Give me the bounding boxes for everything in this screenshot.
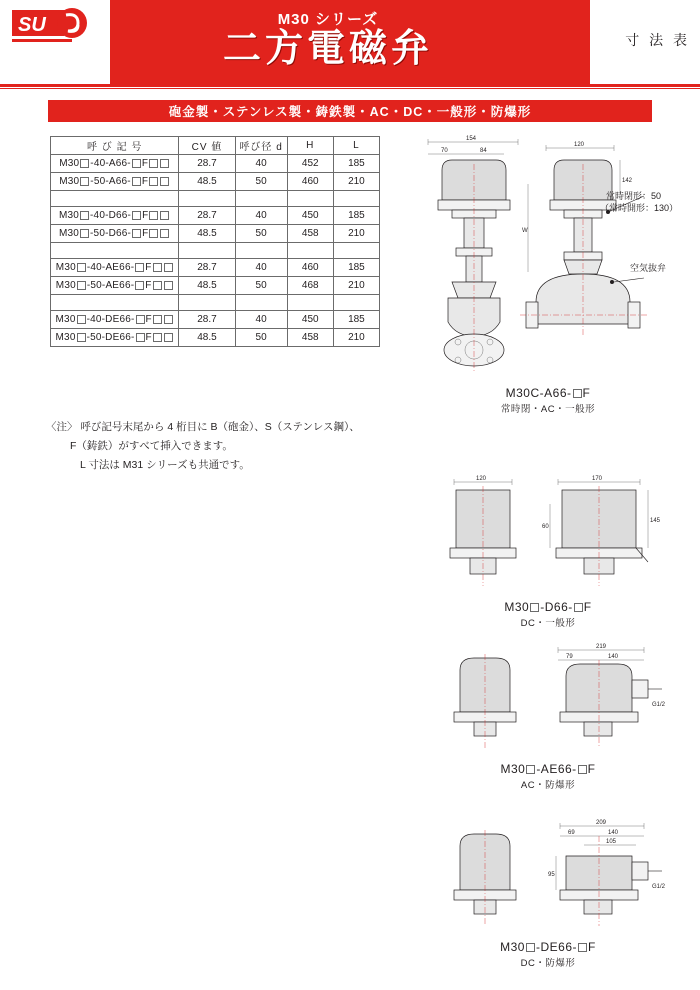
page-title: 二方電磁弁 <box>222 28 433 70</box>
table-cell-name: M30 -40-D66- F <box>51 207 179 225</box>
callout-air-vent: 空気抜弁 <box>630 263 667 273</box>
table-cell-cv: 48.5 <box>179 225 235 243</box>
col-header-d: 呼び径 d <box>235 137 287 155</box>
note-line-2: F（鋳鉄）がすべて挿入できます。 <box>70 440 233 452</box>
table-cell-d: 40 <box>235 207 287 225</box>
spec-table-wrap <box>50 136 380 347</box>
table-cell-empty <box>287 243 333 259</box>
table-row <box>51 259 380 277</box>
table-cell-empty <box>179 295 235 311</box>
table-cell-empty <box>287 191 333 207</box>
table-cell-d: 50 <box>235 173 287 191</box>
table-cell-empty <box>179 243 235 259</box>
table-cell-name: M30 -40-AE66- F <box>51 259 179 277</box>
svg-text:154: 154 <box>466 136 477 142</box>
figure-3-subcaption: AC・防爆形 <box>520 780 576 791</box>
figure-1-subcaption: 常時閉・AC・一般形 <box>500 404 596 415</box>
table-cell-l: 185 <box>333 311 379 329</box>
figure-4-caption <box>408 940 688 954</box>
svg-text:60: 60 <box>542 524 549 530</box>
table-cell-l: 185 <box>333 259 379 277</box>
table-cell-h: 450 <box>287 311 333 329</box>
figure-m30c-a66 <box>408 132 688 422</box>
page-header <box>0 0 700 84</box>
figure-4-caption-box2 <box>578 943 587 952</box>
table-cell-h: 458 <box>287 225 333 243</box>
table-cell-name: M30 -50-DE66- F <box>51 329 179 347</box>
figure-4-caption-pre: M30 <box>500 940 525 954</box>
table-cell-h: 460 <box>287 173 333 191</box>
note-line-3: L 寸法は M31 シリーズも共通です。 <box>80 459 250 471</box>
figure-3-caption-tail: F <box>587 762 596 776</box>
svg-text:W: W <box>522 228 528 234</box>
figure-m30-d66 <box>408 468 688 638</box>
figure-3-caption-pre: M30 <box>500 762 526 776</box>
table-cell-d: 50 <box>235 329 287 347</box>
table-cell-empty <box>235 191 287 207</box>
table-cell-h: 450 <box>287 207 333 225</box>
header-rule <box>0 84 700 87</box>
note-marker: 〈注〉 <box>46 421 78 433</box>
table-cell-cv: 48.5 <box>179 173 235 191</box>
table-row <box>51 173 380 191</box>
figure-2-caption-pre: M30 <box>504 600 530 614</box>
svg-text:142: 142 <box>622 178 633 184</box>
table-row <box>51 225 380 243</box>
figure-4-subcaption: DC・防爆形 <box>520 958 576 969</box>
figure-2-subcaption: DC・一般形 <box>520 618 576 629</box>
svg-text:219: 219 <box>596 644 607 650</box>
figure-1-caption-box <box>573 389 582 398</box>
table-cell-empty <box>235 243 287 259</box>
svg-text:209: 209 <box>596 820 607 826</box>
table-cell-empty <box>51 191 179 207</box>
table-cell-h: 468 <box>287 277 333 295</box>
table-cell-h: 460 <box>287 259 333 277</box>
callout-closed-type: 常時閉形：50 <box>606 191 662 201</box>
figure-1-caption-pre: M30C-A66- <box>505 386 572 400</box>
table-cell-l: 210 <box>333 225 379 243</box>
dimension-table-label: 寸 法 表 <box>625 32 690 48</box>
figure-m30-ae66-drawing <box>408 640 688 760</box>
table-cell-empty <box>287 295 333 311</box>
svg-text:140: 140 <box>608 654 619 660</box>
figure-2-caption-mid: -D66- <box>540 600 573 614</box>
svg-text:120: 120 <box>574 142 585 148</box>
table-row-spacer <box>51 243 380 259</box>
svg-text:105: 105 <box>606 839 617 845</box>
table-cell-d: 50 <box>235 277 287 295</box>
company-logo <box>8 6 104 54</box>
figure-3-caption-box1 <box>526 765 535 774</box>
svg-text:G1/2: G1/2 <box>652 884 666 890</box>
figure-m30c-a66-drawing <box>408 132 688 382</box>
col-header-h: H <box>287 137 333 155</box>
table-row <box>51 277 380 295</box>
figure-2-caption-box2 <box>574 603 583 612</box>
table-row <box>51 311 380 329</box>
figure-m30-d66-drawing <box>408 468 688 598</box>
figure-m30-de66-drawing <box>408 818 688 938</box>
svg-text:170: 170 <box>592 476 603 482</box>
table-cell-l: 210 <box>333 277 379 295</box>
figure-4-caption-tail: F <box>588 940 596 954</box>
table-cell-name: M30 -40-DE66- F <box>51 311 179 329</box>
table-cell-name: M30 -50-D66- F <box>51 225 179 243</box>
table-cell-cv: 28.7 <box>179 155 235 173</box>
col-header-name: 呼 び 記 号 <box>51 137 179 155</box>
figure-4-caption-box1 <box>526 943 535 952</box>
header-right-block <box>590 0 700 84</box>
svg-text:G1/2: G1/2 <box>652 702 666 708</box>
table-cell-empty <box>333 295 379 311</box>
table-cell-d: 40 <box>235 155 287 173</box>
svg-text:140: 140 <box>608 830 619 836</box>
table-cell-l: 185 <box>333 155 379 173</box>
table-row-spacer <box>51 295 380 311</box>
table-cell-cv: 28.7 <box>179 259 235 277</box>
svg-text:95: 95 <box>548 872 555 878</box>
note-line-1 <box>46 418 396 437</box>
svg-text:70: 70 <box>441 148 448 154</box>
col-header-l: L <box>333 137 379 155</box>
table-cell-empty <box>235 295 287 311</box>
table-cell-empty <box>51 295 179 311</box>
table-cell-name: M30 -50-A66- F <box>51 173 179 191</box>
figure-2-caption <box>408 600 688 614</box>
figure-3-caption <box>408 762 688 776</box>
table-cell-cv: 48.5 <box>179 329 235 347</box>
table-cell-cv: 48.5 <box>179 277 235 295</box>
table-cell-d: 40 <box>235 311 287 329</box>
table-header-row <box>51 137 380 155</box>
figure-4-caption-mid: -DE66- <box>535 940 577 954</box>
svg-text:145: 145 <box>650 518 661 524</box>
table-cell-l: 185 <box>333 207 379 225</box>
figure-1-caption-tail: F <box>582 386 591 400</box>
svg-text:69: 69 <box>568 830 575 836</box>
figure-3-caption-mid: -AE66- <box>536 762 577 776</box>
table-cell-empty <box>179 191 235 207</box>
table-cell-h: 458 <box>287 329 333 347</box>
table-cell-empty <box>333 243 379 259</box>
table-row-spacer <box>51 191 380 207</box>
svg-text:120: 120 <box>476 476 487 482</box>
table-cell-l: 210 <box>333 329 379 347</box>
note-text-1: 呼び記号末尾から 4 桁目に B（砲金）、S（ステンレス鋼）、 <box>80 421 360 433</box>
figure-1-caption <box>408 386 688 400</box>
figure-3-caption-box2 <box>578 765 587 774</box>
logo-icon <box>8 6 104 54</box>
figure-m30-ae66 <box>408 640 688 800</box>
table-cell-l: 210 <box>333 173 379 191</box>
subtitle-bar: 砲金製・ステンレス製・鋳鉄製・AC・DC・一般形・防爆形 <box>48 100 652 122</box>
logo-box <box>0 0 110 84</box>
table-row <box>51 207 380 225</box>
svg-text:79: 79 <box>566 654 573 660</box>
table-cell-cv: 28.7 <box>179 311 235 329</box>
notes-block <box>46 418 396 475</box>
table-cell-d: 50 <box>235 225 287 243</box>
header-title-block <box>118 4 538 80</box>
figure-2-caption-tail: F <box>583 600 592 614</box>
series-label: M30 シリーズ <box>277 11 379 28</box>
table-cell-empty <box>333 191 379 207</box>
table-cell-d: 40 <box>235 259 287 277</box>
spec-table <box>50 136 380 347</box>
table-cell-h: 452 <box>287 155 333 173</box>
figure-m30-de66 <box>408 818 688 978</box>
table-row <box>51 155 380 173</box>
table-cell-cv: 28.7 <box>179 207 235 225</box>
svg-text:84: 84 <box>480 148 487 154</box>
col-header-cv: CV 値 <box>179 137 235 155</box>
table-cell-empty <box>51 243 179 259</box>
header-rule-secondary <box>0 88 700 89</box>
svg-text:SU: SU <box>18 14 46 36</box>
table-cell-name: M30 -50-AE66- F <box>51 277 179 295</box>
figure-2-caption-box1 <box>530 603 539 612</box>
callout-open-type: （常時開形：130） <box>600 203 679 213</box>
table-cell-name: M30 -40-A66- F <box>51 155 179 173</box>
table-row <box>51 329 380 347</box>
